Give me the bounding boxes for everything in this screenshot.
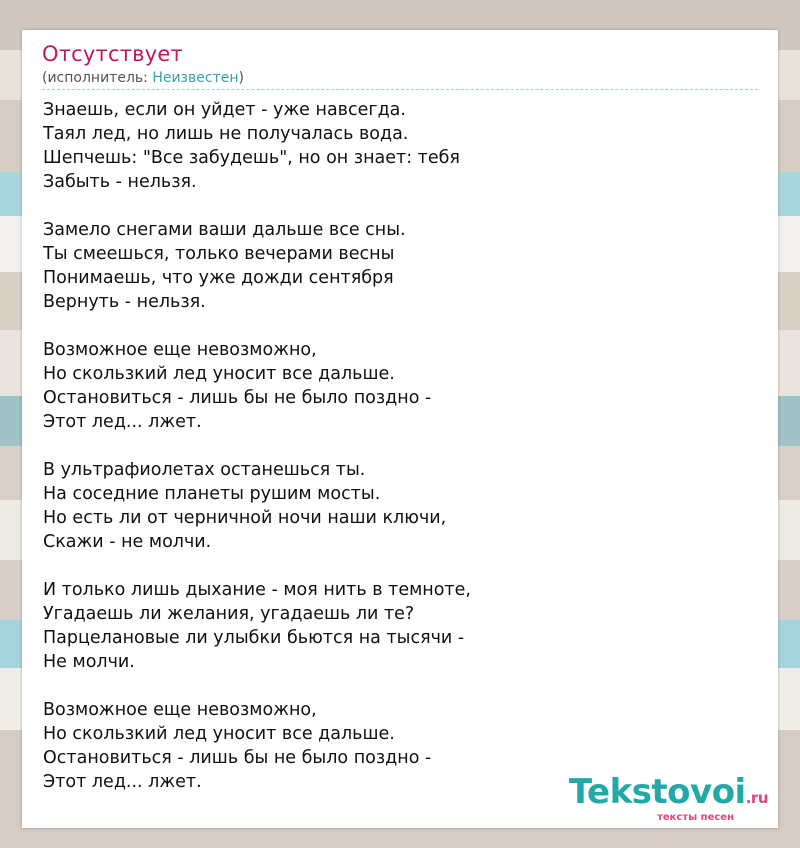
lyric-line: Возможное еще невозможно, (43, 340, 317, 360)
lyric-line: Но скользкий лед уносит все дальше. (43, 724, 395, 744)
lyric-line: Таял лед, но лишь не получалась вода. (43, 124, 409, 144)
lyric-line: Остановиться - лишь бы не было поздно - (43, 388, 432, 408)
lyric-line: Замело снегами ваши дальше все сны. (43, 220, 406, 240)
lyric-line: В ультрафиолетах останешься ты. (43, 460, 366, 480)
lyric-line: Ты смеешься, только вечерами весны (43, 244, 395, 264)
lyrics-body (43, 98, 743, 794)
artist-suffix: ) (238, 70, 244, 86)
lyric-line: Шепчешь: "Все забудешь", но он знает: тебя (43, 148, 460, 168)
lyric-line: Остановиться - лишь бы не было поздно - (43, 748, 432, 768)
lyric-line: Знаешь, если он уйдет - уже навсегда. (43, 100, 406, 120)
stanza-gap (43, 314, 743, 338)
stanza-gap (43, 554, 743, 578)
lyric-line: Забыть - нельзя. (43, 172, 197, 192)
lyrics-card (22, 30, 778, 828)
song-title: Отсутствует (42, 42, 183, 66)
logo-main-text: Tekstovoi (568, 772, 746, 812)
stanza-gap (43, 674, 743, 698)
artist-prefix: (исполнитель: (42, 70, 153, 86)
lyric-line: Возможное еще невозможно, (43, 700, 317, 720)
lyric-line: Но скользкий лед уносит все дальше. (43, 364, 395, 384)
lyric-line: Скажи - не молчи. (43, 532, 212, 552)
logo-tagline: тексты песен (657, 812, 734, 823)
lyric-line: Вернуть - нельзя. (43, 292, 206, 312)
logo-wordmark (569, 774, 768, 816)
stanza-gap (43, 194, 743, 218)
lyric-line: Угадаешь ли желания, угадаешь ли те? (43, 604, 415, 624)
lyric-line: Но есть ли от черничной ночи наши ключи, (43, 508, 447, 528)
site-logo[interactable] (569, 774, 768, 824)
lyric-line: Парцелановые ли улыбки бьются на тысячи - (43, 628, 465, 648)
lyric-line: Понимаешь, что уже дожди сентября (43, 268, 394, 288)
title-divider (42, 89, 758, 90)
lyric-line: На соседние планеты рушим мосты. (43, 484, 381, 504)
lyric-line: И только лишь дыхание - моя нить в темноте, (43, 580, 471, 600)
lyric-line: Не молчи. (43, 652, 135, 672)
lyric-line: Этот лед... лжет. (43, 412, 202, 432)
artist-link[interactable]: Неизвестен (152, 70, 239, 86)
stanza-gap (43, 434, 743, 458)
lyric-line: Этот лед... лжет. (43, 772, 202, 792)
logo-tld: .ru (745, 789, 768, 807)
artist-line (42, 70, 244, 86)
